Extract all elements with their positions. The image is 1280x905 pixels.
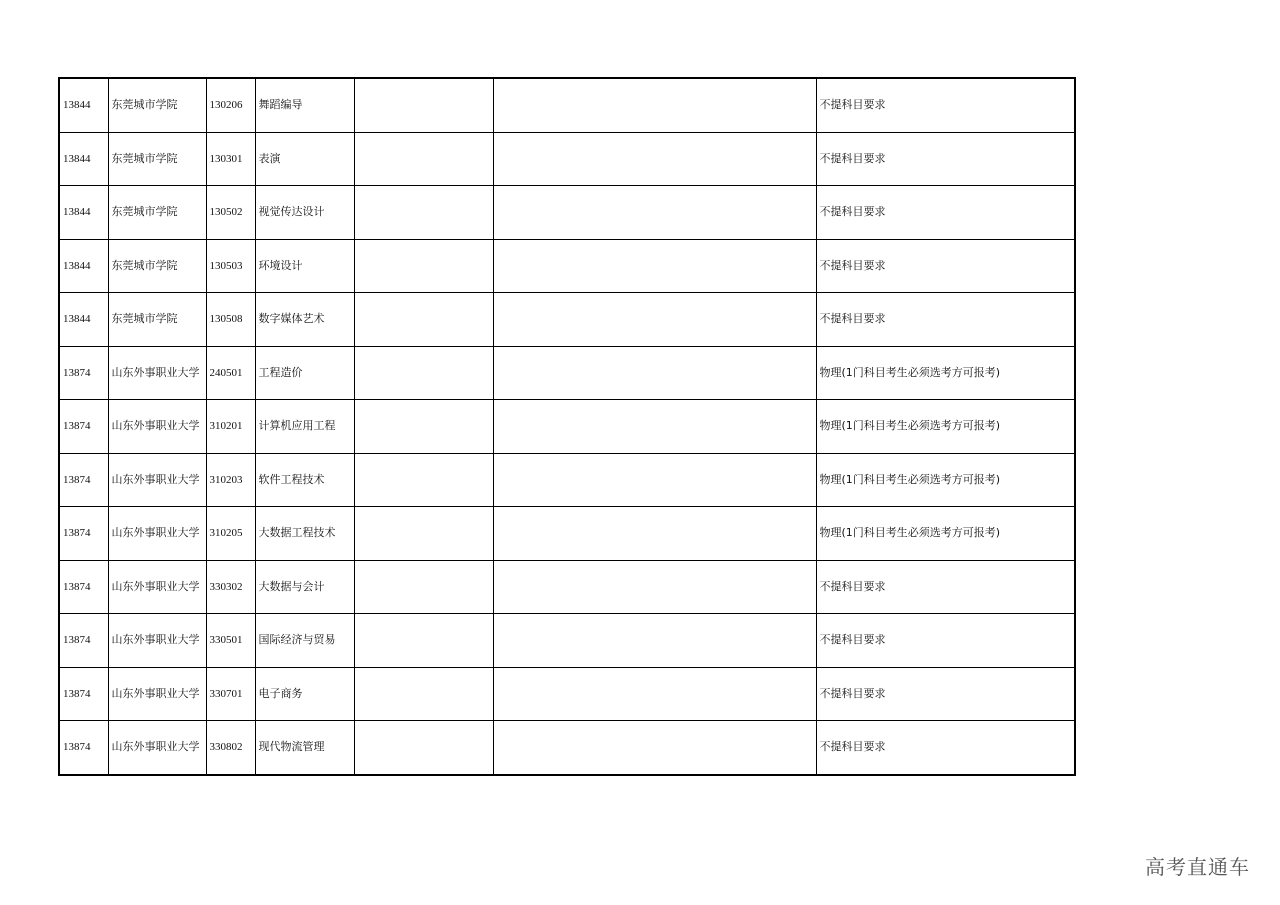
empty-cell-1 <box>354 346 493 400</box>
school-code-cell: 13874 <box>59 453 108 507</box>
major-code-cell: 330802 <box>206 721 255 775</box>
table-row <box>59 132 1075 186</box>
table-row <box>59 560 1075 614</box>
empty-cell-1 <box>354 186 493 240</box>
major-code-cell: 130301 <box>206 132 255 186</box>
school-code-cell: 13844 <box>59 186 108 240</box>
school-code-cell: 13874 <box>59 560 108 614</box>
major-name-cell: 现代物流管理 <box>255 721 354 775</box>
school-name-cell: 山东外事职业大学 <box>108 346 206 400</box>
empty-cell-2 <box>493 721 816 775</box>
subject-requirement-cell: 物理(1门科目考生必须选考方可报考) <box>816 400 1075 454</box>
major-name-cell: 国际经济与贸易 <box>255 614 354 668</box>
major-code-cell: 330501 <box>206 614 255 668</box>
empty-cell-2 <box>493 186 816 240</box>
table-row <box>59 614 1075 668</box>
major-name-cell: 软件工程技术 <box>255 453 354 507</box>
school-name-cell: 东莞城市学院 <box>108 186 206 240</box>
major-code-cell: 130206 <box>206 78 255 132</box>
empty-cell-1 <box>354 453 493 507</box>
subject-requirement-cell: 物理(1门科目考生必须选考方可报考) <box>816 346 1075 400</box>
school-code-cell: 13874 <box>59 346 108 400</box>
school-code-cell: 13844 <box>59 293 108 347</box>
empty-cell-2 <box>493 400 816 454</box>
empty-cell-1 <box>354 239 493 293</box>
subject-requirement-cell: 不提科目要求 <box>816 614 1075 668</box>
empty-cell-2 <box>493 560 816 614</box>
subject-requirement-cell: 物理(1门科目考生必须选考方可报考) <box>816 453 1075 507</box>
major-code-cell: 130502 <box>206 186 255 240</box>
enrollment-table <box>58 77 1076 776</box>
empty-cell-1 <box>354 293 493 347</box>
major-name-cell: 大数据与会计 <box>255 560 354 614</box>
major-name-cell: 数字媒体艺术 <box>255 293 354 347</box>
major-name-cell: 电子商务 <box>255 667 354 721</box>
subject-requirement-cell: 物理(1门科目考生必须选考方可报考) <box>816 507 1075 561</box>
school-name-cell: 东莞城市学院 <box>108 78 206 132</box>
table-row <box>59 507 1075 561</box>
school-name-cell: 山东外事职业大学 <box>108 667 206 721</box>
empty-cell-2 <box>493 293 816 347</box>
school-name-cell: 东莞城市学院 <box>108 132 206 186</box>
major-code-cell: 130508 <box>206 293 255 347</box>
table-row <box>59 400 1075 454</box>
school-code-cell: 13874 <box>59 400 108 454</box>
school-name-cell: 山东外事职业大学 <box>108 453 206 507</box>
school-name-cell: 东莞城市学院 <box>108 293 206 347</box>
empty-cell-1 <box>354 721 493 775</box>
major-name-cell: 大数据工程技术 <box>255 507 354 561</box>
empty-cell-1 <box>354 507 493 561</box>
school-code-cell: 13874 <box>59 507 108 561</box>
table-row <box>59 293 1075 347</box>
empty-cell-2 <box>493 667 816 721</box>
school-name-cell: 山东外事职业大学 <box>108 507 206 561</box>
major-code-cell: 130503 <box>206 239 255 293</box>
major-name-cell: 视觉传达设计 <box>255 186 354 240</box>
subject-requirement-cell: 不提科目要求 <box>816 721 1075 775</box>
major-name-cell: 计算机应用工程 <box>255 400 354 454</box>
table-row <box>59 346 1075 400</box>
major-code-cell: 330701 <box>206 667 255 721</box>
empty-cell-1 <box>354 400 493 454</box>
school-name-cell: 山东外事职业大学 <box>108 560 206 614</box>
major-name-cell: 舞蹈编导 <box>255 78 354 132</box>
empty-cell-2 <box>493 453 816 507</box>
empty-cell-2 <box>493 132 816 186</box>
table-row <box>59 453 1075 507</box>
empty-cell-2 <box>493 239 816 293</box>
school-name-cell: 山东外事职业大学 <box>108 400 206 454</box>
table-row <box>59 667 1075 721</box>
empty-cell-1 <box>354 132 493 186</box>
empty-cell-2 <box>493 614 816 668</box>
empty-cell-2 <box>493 346 816 400</box>
subject-requirement-cell: 不提科目要求 <box>816 667 1075 721</box>
school-name-cell: 山东外事职业大学 <box>108 614 206 668</box>
school-code-cell: 13844 <box>59 132 108 186</box>
subject-requirement-cell: 不提科目要求 <box>816 239 1075 293</box>
school-code-cell: 13874 <box>59 614 108 668</box>
empty-cell-2 <box>493 507 816 561</box>
school-code-cell: 13844 <box>59 78 108 132</box>
empty-cell-1 <box>354 78 493 132</box>
major-code-cell: 240501 <box>206 346 255 400</box>
major-code-cell: 310201 <box>206 400 255 454</box>
table-body <box>59 78 1075 775</box>
major-code-cell: 330302 <box>206 560 255 614</box>
school-name-cell: 山东外事职业大学 <box>108 721 206 775</box>
table-row <box>59 721 1075 775</box>
table-row <box>59 239 1075 293</box>
school-code-cell: 13874 <box>59 721 108 775</box>
school-name-cell: 东莞城市学院 <box>108 239 206 293</box>
subject-requirement-cell: 不提科目要求 <box>816 132 1075 186</box>
major-name-cell: 工程造价 <box>255 346 354 400</box>
school-code-cell: 13844 <box>59 239 108 293</box>
empty-cell-1 <box>354 614 493 668</box>
school-code-cell: 13874 <box>59 667 108 721</box>
table-row <box>59 78 1075 132</box>
empty-cell-2 <box>493 78 816 132</box>
major-name-cell: 表演 <box>255 132 354 186</box>
subject-requirement-cell: 不提科目要求 <box>816 78 1075 132</box>
subject-requirement-cell: 不提科目要求 <box>816 293 1075 347</box>
empty-cell-1 <box>354 667 493 721</box>
subject-requirement-cell: 不提科目要求 <box>816 186 1075 240</box>
major-name-cell: 环境设计 <box>255 239 354 293</box>
major-code-cell: 310205 <box>206 507 255 561</box>
major-code-cell: 310203 <box>206 453 255 507</box>
table-row <box>59 186 1075 240</box>
subject-requirement-cell: 不提科目要求 <box>816 560 1075 614</box>
empty-cell-1 <box>354 560 493 614</box>
watermark-text: 高考直通车 <box>1145 855 1250 879</box>
